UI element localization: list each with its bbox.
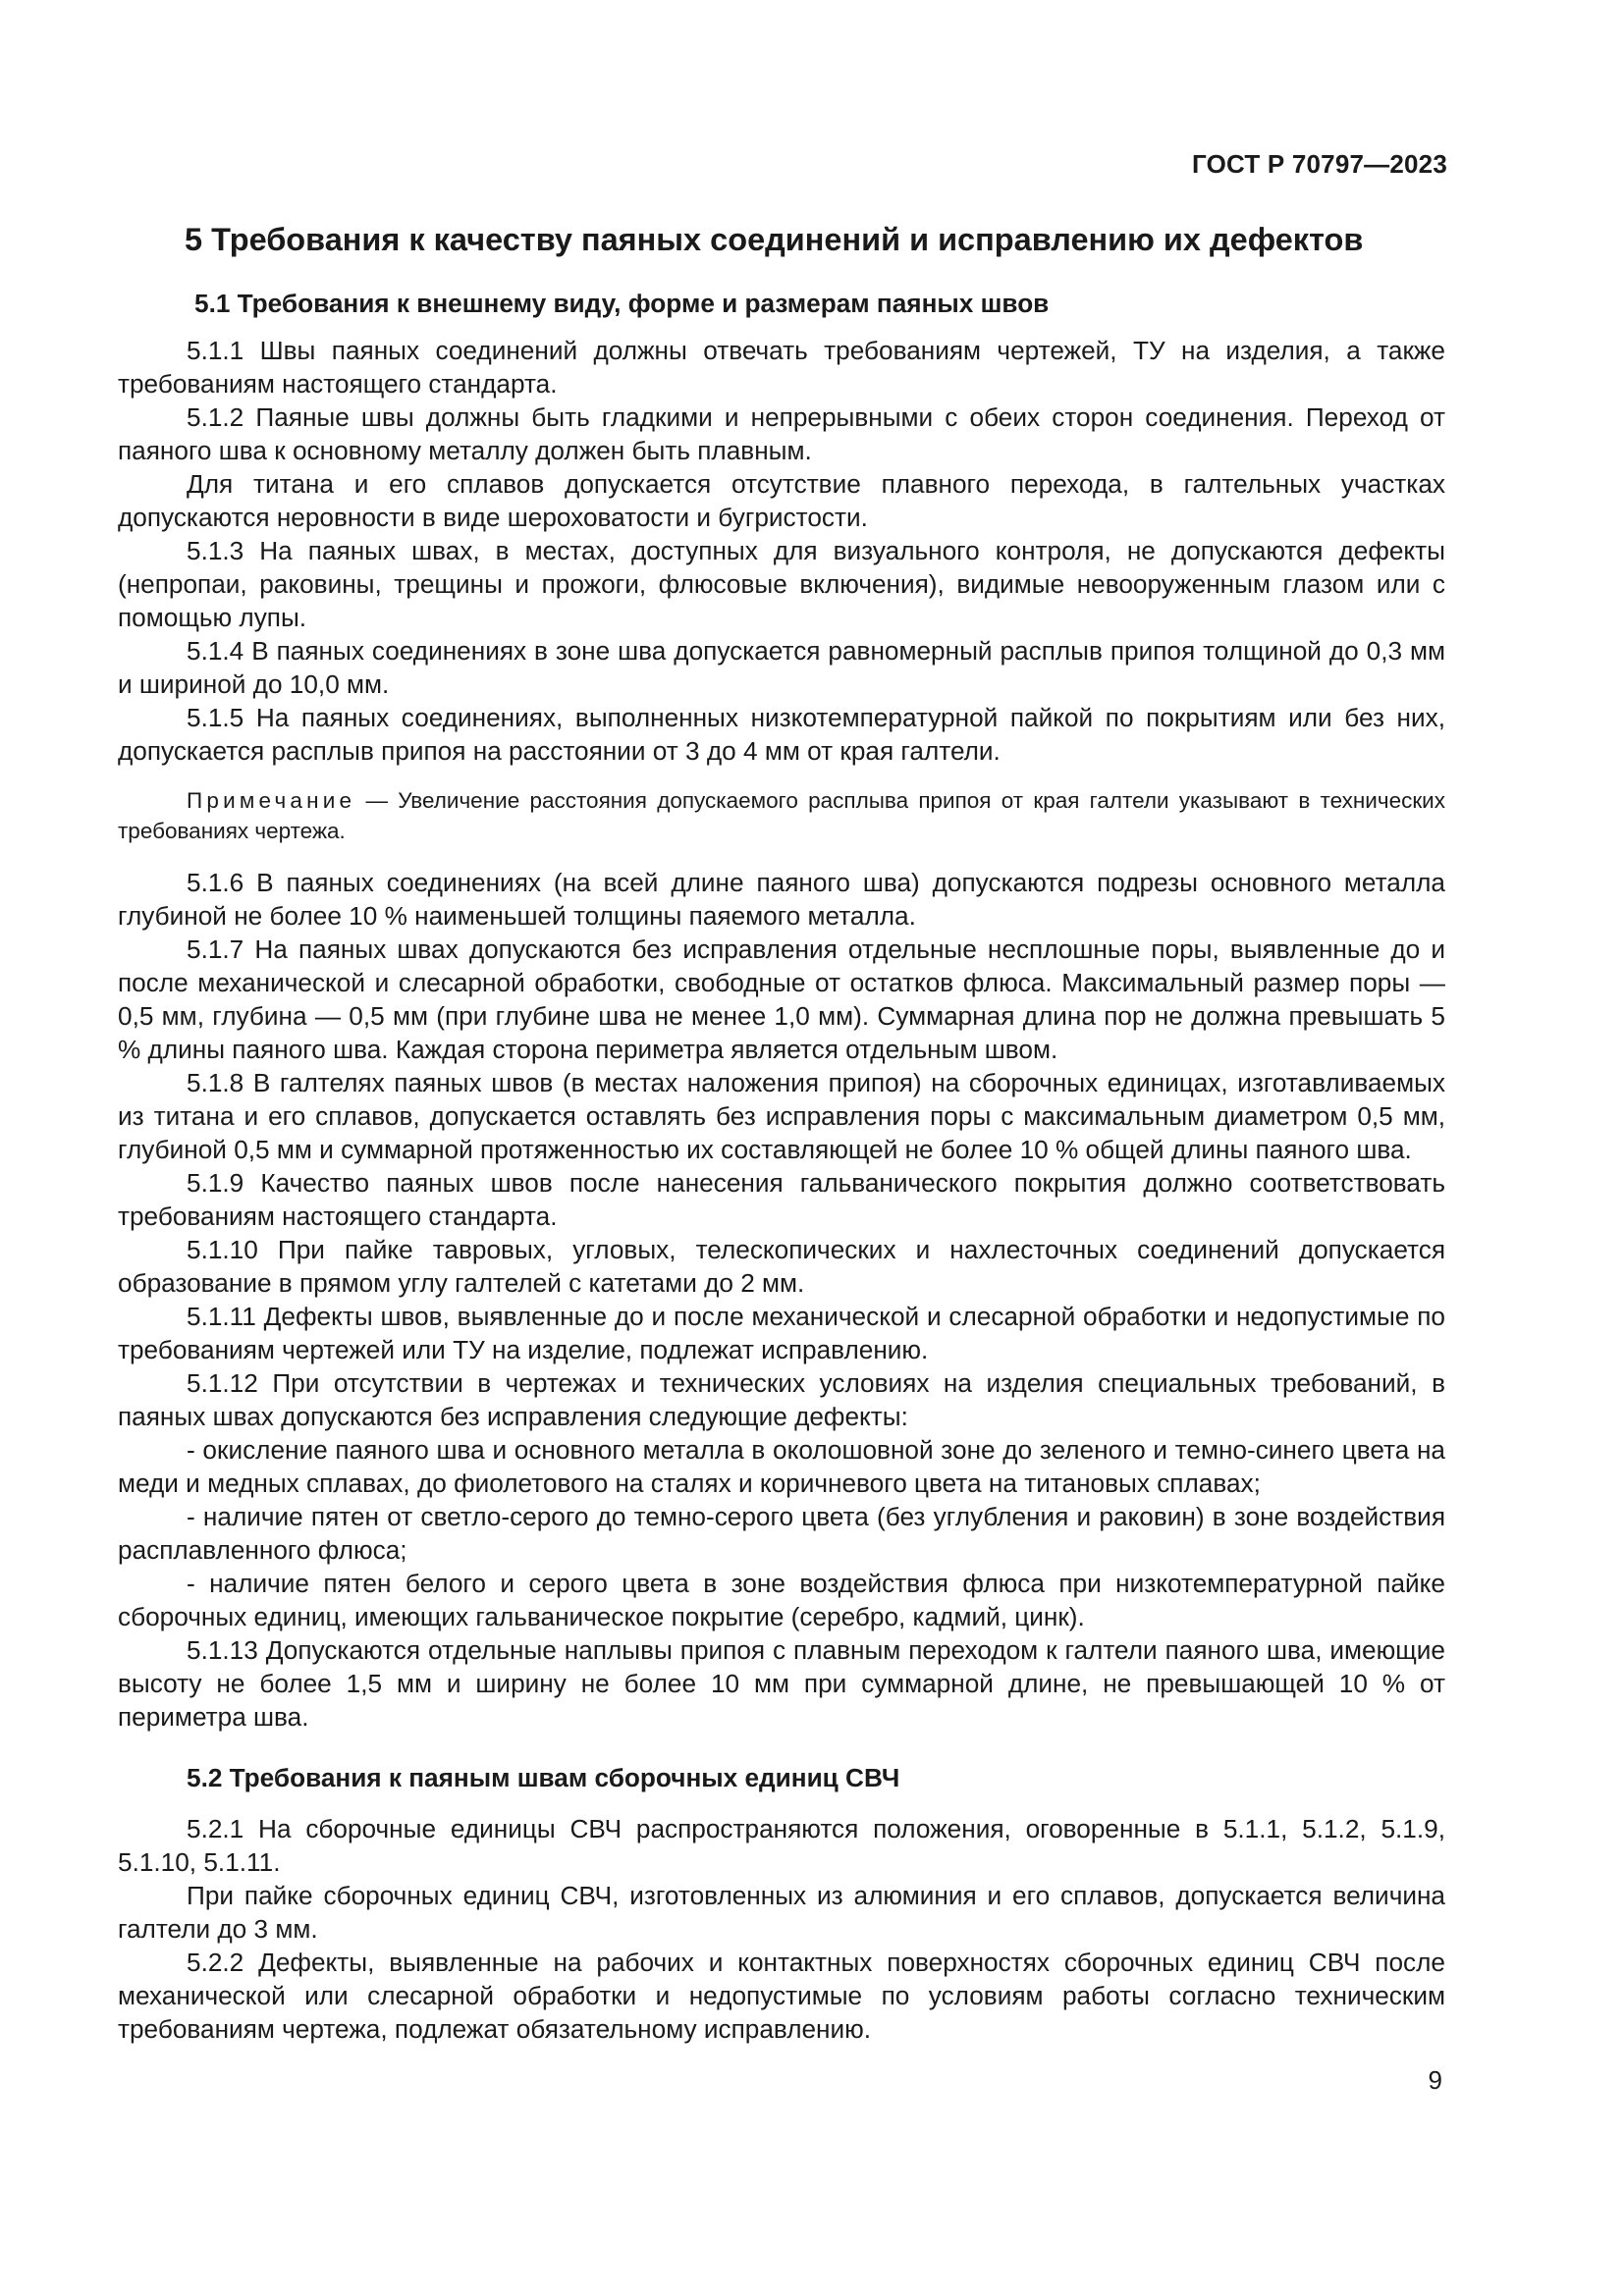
paragraph-5-1-12: 5.1.12 При отсутствии в чертежах и технических условиях на изделия специальных требований, в паяных швах допускаются без исправления следующие дефекты:: [118, 1368, 1445, 1431]
paragraph-5-1-7: 5.1.7 На паяных швах допускаются без исправления отдельные несплошные поры, выявленные до и после механической и слесарной обработки, свободные от остатков флюса. Максимальный размер поры — 0,5 мм, глубина — 0,5 мм (при глубине шва не менее 1,0 мм). Суммарная длина пор не должна превышать 5 % длины паяного шва. Каждая сторона периметра является отдельным швом.: [118, 934, 1445, 1064]
page-number: 9: [1428, 2065, 1442, 2095]
document-code: ГОСТ Р 70797—2023: [1192, 149, 1447, 179]
paragraph-5-1-6: 5.1.6 В паяных соединениях (на всей длине паяного шва) допускаются подрезы основного металла глубиной не более 10 % наименьшей толщины паяемого металла.: [118, 868, 1445, 931]
paragraph-5-1-11: 5.1.11 Дефекты швов, выявленные до и после механической и слесарной обработки и недопустимые по требованиям чертежей или ТУ на изделие, подлежат исправлению.: [118, 1302, 1445, 1364]
note: [118, 785, 1445, 846]
list-item-oxidation: - окисление паяного шва и основного металла в околошовной зоне до зеленого и темно-синего цвета на меди и медных сплавах, до фиолетового на сталях и коричневого цвета на титановых сплавах;: [118, 1435, 1445, 1498]
paragraph-5-1-2: 5.1.2 Паяные швы должны быть гладкими и непрерывными с обеих сторон соединения. Переход от паяного шва к основному металлу должен быть плавным.: [118, 402, 1445, 465]
paragraph-5-1-10: 5.1.10 При пайке тавровых, угловых, телескопических и нахлесточных соединений допускается образование в прямом углу галтелей с катетами до 2 мм.: [118, 1235, 1445, 1298]
paragraph-5-1-1: 5.1.1 Швы паяных соединений должны отвечать требованиям чертежей, ТУ на изделия, а также требованиям настоящего стандарта.: [118, 336, 1445, 399]
paragraph-5-1-5: 5.1.5 На паяных соединениях, выполненных низкотемпературной пайкой по покрытиям или без них, допускается расплыв припоя на расстоянии от 3 до 4 мм от края галтели.: [118, 703, 1445, 766]
paragraph-5-1-3: 5.1.3 На паяных швах, в местах, доступных для визуального контроля, не допускаются дефекты (непропаи, раковины, трещины и прожоги, флюсовые включения), видимые невооруженным глазом или с помощью лупы.: [118, 536, 1445, 632]
paragraph-5-1-9: 5.1.9 Качество паяных швов после нанесения гальванического покрытия должно соответствовать требованиям настоящего стандарта.: [118, 1168, 1445, 1231]
paragraph-titanium: Для титана и его сплавов допускается отсутствие плавного перехода, в галтельных участках допускаются неровности в виде шероховатости и бугристости.: [118, 469, 1445, 532]
paragraph-aluminium: При пайке сборочных единиц СВЧ, изготовленных из алюминия и его сплавов, допускается величина галтели до 3 мм.: [118, 1881, 1445, 1944]
paragraph-5-1-4: 5.1.4 В паяных соединениях в зоне шва допускается равномерный расплыв припоя толщиной до 0,3 мм и шириной до 10,0 мм.: [118, 636, 1445, 699]
page-content: [118, 220, 1445, 2046]
paragraph-5-2-1: 5.2.1 На сборочные единицы СВЧ распространяются положения, оговоренные в 5.1.1, 5.1.2, 5.1.9, 5.1.10, 5.1.11.: [118, 1814, 1445, 1877]
paragraph-5-1-13: 5.1.13 Допускаются отдельные наплывы припоя с плавным переходом к галтели паяного шва, имеющие высоту не более 1,5 мм и ширину не более 10 мм при суммарной длине, не превышающей 10 % от периметра шва.: [118, 1635, 1445, 1732]
subsection-heading-5-1: 5.1 Требования к внешнему виду, форме и размерам паяных швов: [194, 289, 1050, 318]
list-item-flux-spots: - наличие пятен от светло-серого до темно-серого цвета (без углубления и раковин) в зоне воздействия расплавленного флюса;: [118, 1502, 1445, 1565]
section-heading: 5 Требования к качеству паяных соединений и исправлению их дефектов: [185, 222, 1364, 257]
paragraph-5-1-8: 5.1.8 В галтелях паяных швов (в местах наложения припоя) на сборочных единицах, изготавливаемых из титана и его сплавов, допускается оставлять без исправления поры с максимальным диаметром 0,5 мм, глубиной 0,5 мм и суммарной протяженностью их составляющей не более 10 % общей длины паяного шва.: [118, 1068, 1445, 1164]
note-label: Примечание: [187, 788, 356, 813]
note-text: — Увеличение расстояния допускаемого расплыва припоя от края галтели указывают в технических требованиях чертежа.: [118, 788, 1445, 843]
list-item-white-grey-spots: - наличие пятен белого и серого цвета в зоне воздействия флюса при низкотемпературной пайке сборочных единиц, имеющих гальваническое покрытие (серебро, кадмий, цинк).: [118, 1569, 1445, 1631]
paragraph-5-2-2: 5.2.2 Дефекты, выявленные на рабочих и контактных поверхностях сборочных единиц СВЧ после механической или слесарной обработки и недопустимые по условиям работы согласно техническим требованиям чертежа, подлежат обязательному исправлению.: [118, 1948, 1445, 2044]
subsection-heading-5-2: 5.2 Требования к паяным швам сборочных единиц СВЧ: [187, 1763, 900, 1792]
